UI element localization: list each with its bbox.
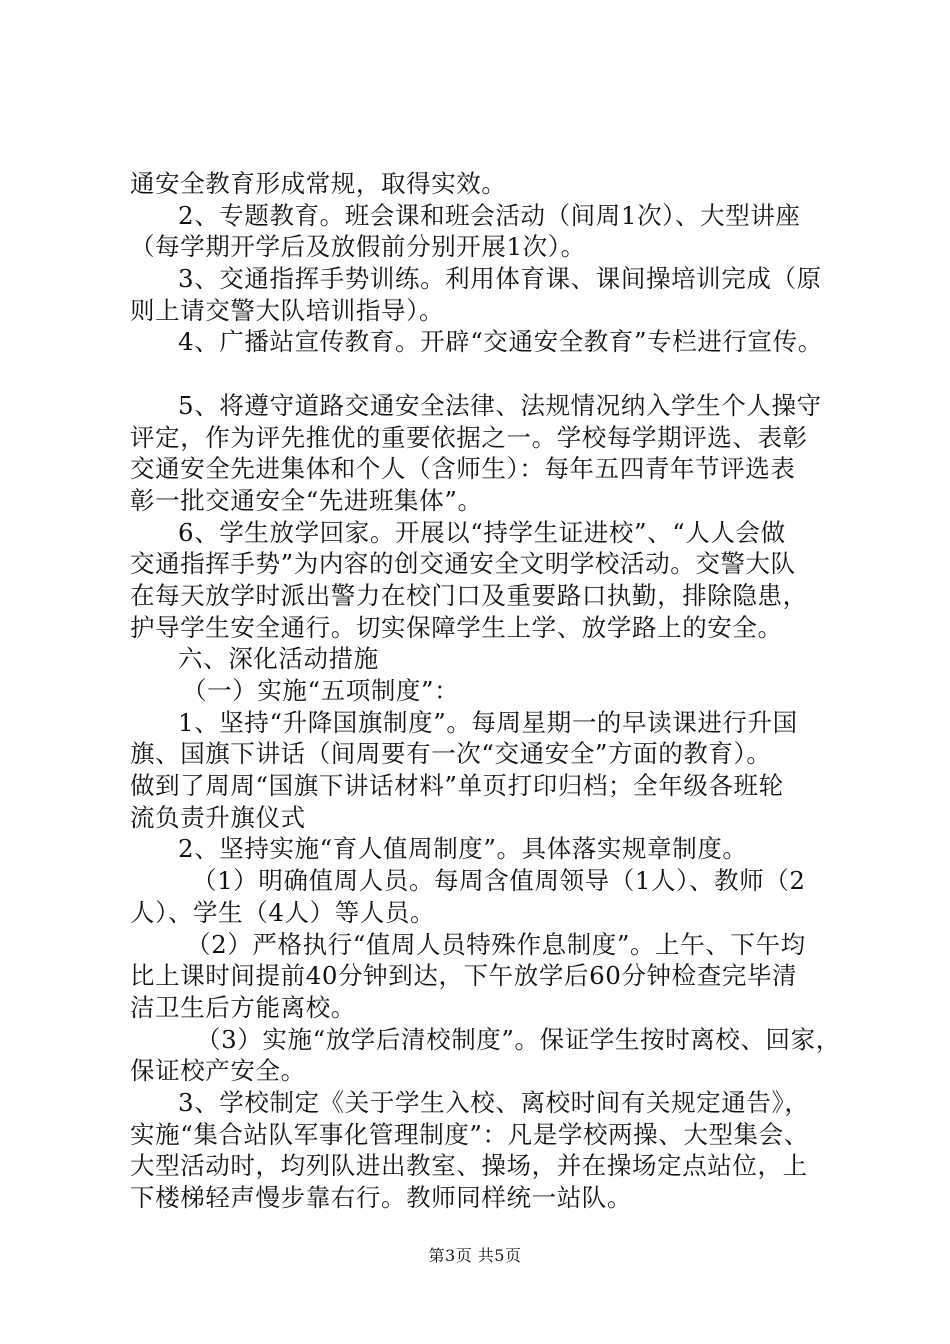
text-line: 1、坚持“升降国旗制度”。每周星期一的早读课进行升国 bbox=[178, 707, 798, 737]
text-line: 大型活动时，均列队进出教室、操场，并在操场定点站位，上 bbox=[130, 1151, 808, 1181]
text-line: 洁卫生后方能离校。 bbox=[130, 992, 356, 1022]
text-line: 2、专题教育。班会课和班会活动（间周1次）、大型讲座 bbox=[178, 200, 801, 230]
text-line: 彰一批交通安全“先进班集体”。 bbox=[130, 485, 483, 515]
page-footer: 第3页 共5页 bbox=[428, 1246, 522, 1265]
text-line: （每学期开学后及放假前分别开展1次）。 bbox=[130, 232, 586, 262]
text-line: 流负责升旗仪式 bbox=[130, 802, 306, 832]
text-line: 3、交通指挥手势训练。利用体育课、课间操培训完成（原 bbox=[178, 264, 822, 294]
text-line: 做到了周周“国旗下讲话材料”单页打印归档；全年级各班轮 bbox=[130, 771, 784, 801]
text-line: 比上课时间提前40分钟到达，下午放学后60分钟检查完毕清 bbox=[130, 961, 798, 991]
text-line: 交通安全先进集体和个人（含师生）：每年五四青年节评选表 bbox=[130, 454, 796, 484]
text-line: 评定，作为评先推优的重要依据之一。学校每学期评选、表彰 bbox=[130, 422, 808, 452]
text-line: 护导学生安全通行。切实保障学生上学、放学路上的安全。 bbox=[130, 612, 783, 642]
text-line: 实施“集合站队军事化管理制度”：凡是学校两操、大型集会、 bbox=[130, 1119, 809, 1149]
text-line: 2、坚持实施“育人值周制度”。具体落实规章制度。 bbox=[178, 834, 748, 864]
text-line: 4、广播站宣传教育。开辟“交通安全教育”专栏进行宣传。 bbox=[178, 327, 823, 357]
text-line: （一）实施“五项制度”： bbox=[182, 676, 460, 705]
text-line: 在每天放学时派出警力在校门口及重要路口执勤，排除隐患， bbox=[130, 580, 808, 610]
blank-line bbox=[130, 358, 860, 390]
text-line: 旗、国旗下讲话（间周要有一次“交通安全”方面的教育）。 bbox=[130, 739, 772, 769]
text-line: 人）、学生（4人）等人员。 bbox=[130, 897, 436, 927]
text-line: 保证校产安全。 bbox=[130, 1056, 306, 1086]
text-line: （3）实施“放学后清校制度”。保证学生按时离校、回家， bbox=[196, 1024, 841, 1054]
text-line: （2）严格执行“值周人员特殊作息制度”。上午、下午均 bbox=[186, 929, 806, 959]
text-line: 通安全教育形成常规，取得实效。 bbox=[130, 169, 507, 198]
text-line: 下楼梯轻声慢步靠右行。教师同样统一站队。 bbox=[130, 1183, 632, 1212]
text-line: 则上请交警大队培训指导）。 bbox=[130, 295, 445, 325]
document-body bbox=[130, 168, 860, 1214]
text-line: 3、学校制定《关于学生入校、离校时间有关规定通告》， bbox=[178, 1087, 810, 1117]
text-line: 六、深化活动措施 bbox=[178, 644, 379, 674]
text-line: 6、学生放学回家。开展以“持学生证进校”、“人人会做 bbox=[178, 517, 786, 547]
text-line: 5、将遵守道路交通安全法律、法规情况纳入学生个人操守 bbox=[178, 390, 822, 420]
text-line: 交通指挥手势”为内容的创交通安全文明学校活动。交警大队 bbox=[130, 549, 796, 579]
text-line: （1）明确值周人员。每周含值周领导（1人）、教师（2 bbox=[192, 866, 806, 896]
